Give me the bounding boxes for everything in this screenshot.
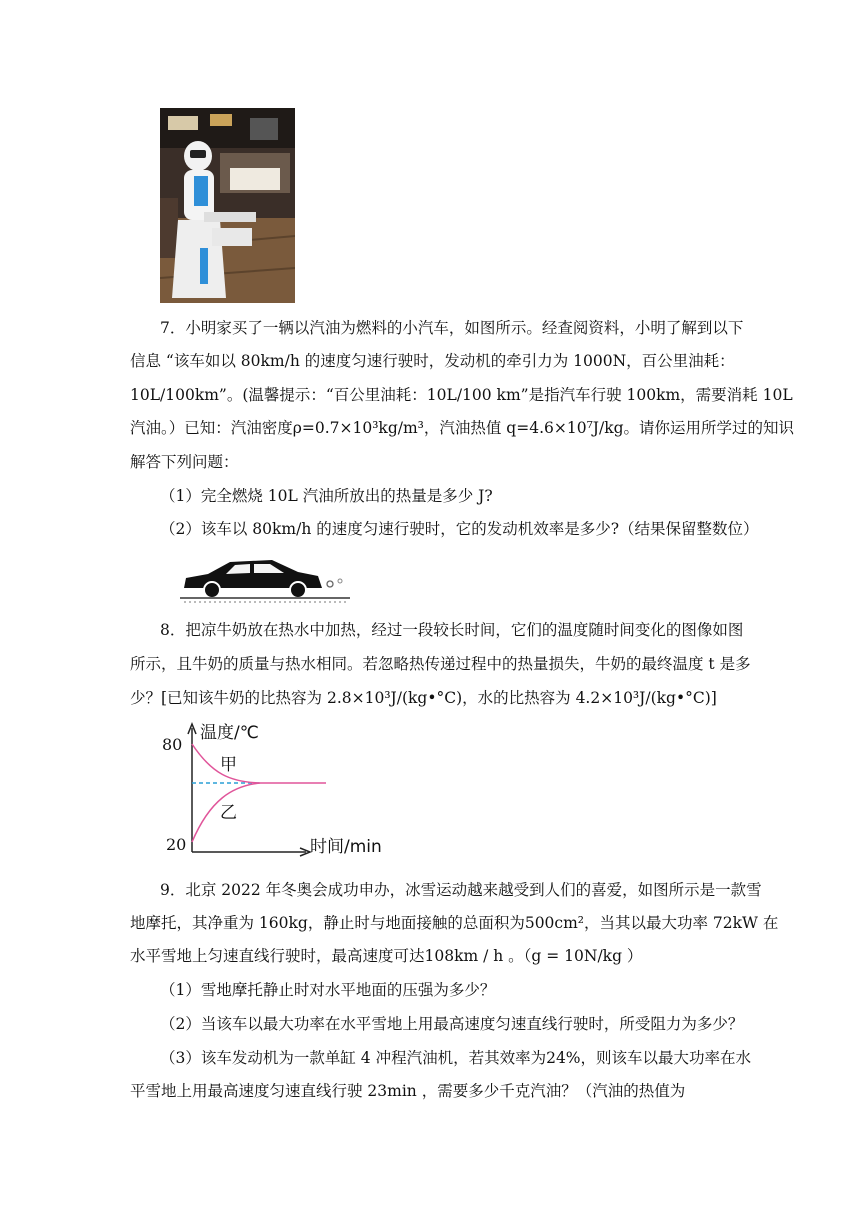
y-tick-80: 80: [162, 735, 183, 754]
y-tick-20: 20: [166, 835, 187, 854]
x-axis-label: 时间/min: [310, 837, 382, 857]
q7-line-3: 10L/100km”。(温馨提示：“百公里油耗：10L/100 km”是指汽车行驶 100km，需要消耗 10L: [130, 386, 793, 404]
q7-line-2: 信息 “该车如以 80km/h 的速度匀速行驶时，发动机的牵引力为 1000N，百公里油耗：: [130, 352, 735, 370]
q7-line-4: 汽油。）已知：汽油密度ρ=0.7×10³kg/m³，汽油热值 q=4.6×10⁷J/kg。请你运用所学过的知识: [130, 419, 795, 437]
q7-sub-1: （1）完全燃烧 10L 汽油所放出的热量是多少 J?: [160, 487, 493, 505]
q7-line-5: 解答下列问题：: [130, 453, 239, 471]
series-label-乙: 乙: [220, 803, 237, 823]
car-image: [180, 552, 350, 604]
q9-sub-1: （1）雪地摩托静止时对水平地面的压强为多少？: [160, 981, 496, 999]
q7-line-1: 7．小明家买了一辆以汽油为燃料的小汽车，如图所示。经查阅资料，小明了解到以下: [160, 319, 744, 337]
q8-line-2: 所示，且牛奶的质量与热水相同。若忽略热传递过程中的热量损失，牛奶的最终温度 t 是多: [130, 655, 751, 673]
q9-line-3: 水平雪地上匀速直线行驶时，最高速度可达108km / h 。（g = 10N/kg ）: [130, 947, 643, 965]
series-curve-甲: [192, 744, 326, 783]
temperature-chart: [160, 720, 390, 860]
q9-line-1: 9．北京 2022 年冬奥会成功申办，冰雪运动越来越受到人们的喜爱，如图所示是一款雪: [160, 881, 762, 899]
q8-line-1: 8．把凉牛奶放在热水中加热，经过一段较长时间，它们的温度随时间变化的图像如图: [160, 621, 744, 639]
y-axis-label: 温度/℃: [200, 723, 259, 743]
q9-line-2: 地摩托，其净重为 160kg，静止时与地面接触的总面积为500cm²，当其以最大功率 72kW 在: [130, 914, 779, 932]
robot-photo: [160, 108, 295, 303]
q9-sub-3b: 平雪地上用最高速度匀速直线行驶 23min ，需要多少千克汽油？（汽油的热值为: [130, 1082, 686, 1100]
q9-sub-2: （2）当该车以最大功率在水平雪地上用最高速度匀速直线行驶时，所受阻力为多少？: [160, 1015, 744, 1033]
q9-sub-3a: （3）该车发动机为一款单缸 4 冲程汽油机，若其效率为24%，则该车以最大功率在水: [160, 1049, 752, 1067]
q7-sub-2: （2）该车以 80km/h 的速度匀速行驶时，它的发动机效率是多少?（结果保留整数位）: [160, 520, 759, 538]
q8-line-3: 少？[已知该牛奶的比热容为 2.8×10³J/(kg•°C)，水的比热容为 4.2×10³J/(kg•°C)]: [130, 689, 717, 707]
series-label-甲: 甲: [220, 755, 237, 775]
